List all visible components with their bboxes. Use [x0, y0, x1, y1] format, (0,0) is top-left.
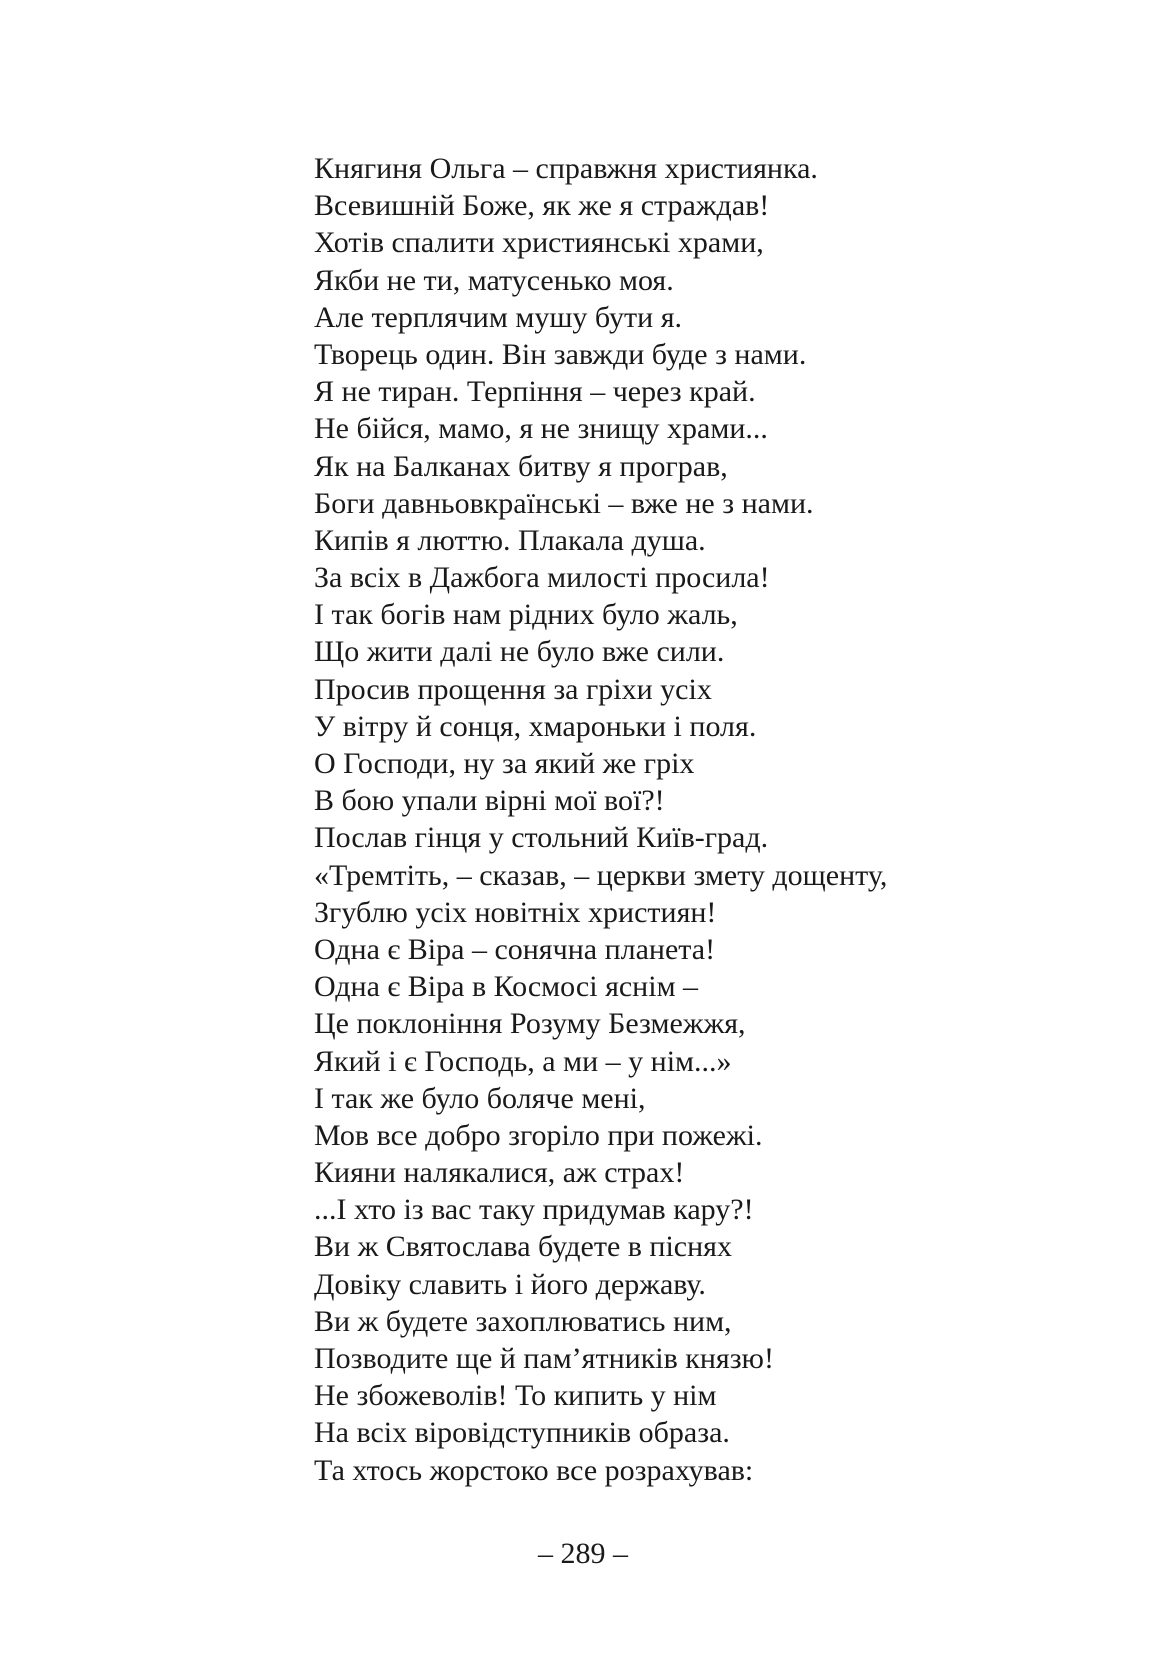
poem-line: Творець один. Він завжди буде з нами. [314, 337, 807, 371]
poem-line: Та хтось жорстоко все розрахував: [314, 1453, 754, 1487]
poem-text [314, 150, 887, 1489]
poem-line: За всіх в Дажбога милості просила! [314, 561, 770, 595]
poem-line: Ви ж будете захоплюватись ним, [314, 1304, 732, 1338]
poem-line: І так же було боляче мені, [314, 1081, 646, 1115]
poem-line: Княгиня Ольга – справжня християнка. [314, 152, 818, 185]
poem-line: Кияни налякалися, аж страх! [314, 1156, 685, 1190]
poem-line: У вітру й сонця, хмароньки і поля. [314, 709, 757, 743]
poem-line: На всіх віровідступників образа. [314, 1416, 730, 1450]
poem-line: Я не тиран. Терпіння – через край. [314, 375, 756, 409]
poem-line: Згублю усіх новітніх християн! [314, 895, 717, 929]
poem-line: О Господи, ну за який же гріх [314, 747, 695, 780]
poem-line: Кипів я люттю. Плакала душа. [314, 523, 706, 557]
poem-line: Послав гінця у стольний Київ-град. [314, 821, 769, 855]
poem-line: Як на Балканах битву я програв, [314, 449, 728, 483]
poem-line: Боги давньовкраїнські – вже не з нами. [314, 486, 814, 520]
poem-line: Якби не ти, матусенько моя. [314, 263, 674, 297]
poem-line: І так богів нам рідних було жаль, [314, 598, 738, 632]
poem-line: Просив прощення за гріхи усіх [314, 672, 712, 706]
poem-line: Який і є Господь, а ми – у нім...» [314, 1044, 732, 1078]
poem-line: Довіку славить і його державу. [314, 1267, 706, 1301]
poem-line: Це поклоніння Розуму Безмежжя, [314, 1007, 746, 1041]
poem-line: Ви ж Святослава будете в піснях [314, 1230, 732, 1264]
page-number: – 289 – [538, 1537, 628, 1570]
poem-line: Всевишній Боже, як же я страждав! [314, 189, 770, 223]
poem-line: Не збожеволів! То кипить у нім [314, 1379, 717, 1413]
poem-line: Одна є Віра в Космосі яснім – [314, 970, 699, 1004]
poem-line: «Тремтіть, – сказав, – церкви змету дощенту, [314, 858, 888, 892]
poem-line: ...І хто із вас таку придумав кару?! [314, 1193, 754, 1227]
poem-line: Що жити далі не було вже сили. [314, 635, 725, 669]
poem-line: Хотів спалити християнські храми, [314, 226, 764, 260]
poem-line: В бою упали вірні мої вої?! [314, 784, 665, 818]
poem-line: Позводите ще й пам’ятників князю! [314, 1342, 774, 1375]
poem-line: Одна є Віра – сонячна планета! [314, 932, 716, 966]
poem-line: Мов все добро згоріло при пожежі. [314, 1118, 763, 1152]
poem-line: Не бійся, мамо, я не знищу храми... [314, 412, 768, 446]
poem-line: Але терплячим мушу бути я. [314, 300, 682, 334]
